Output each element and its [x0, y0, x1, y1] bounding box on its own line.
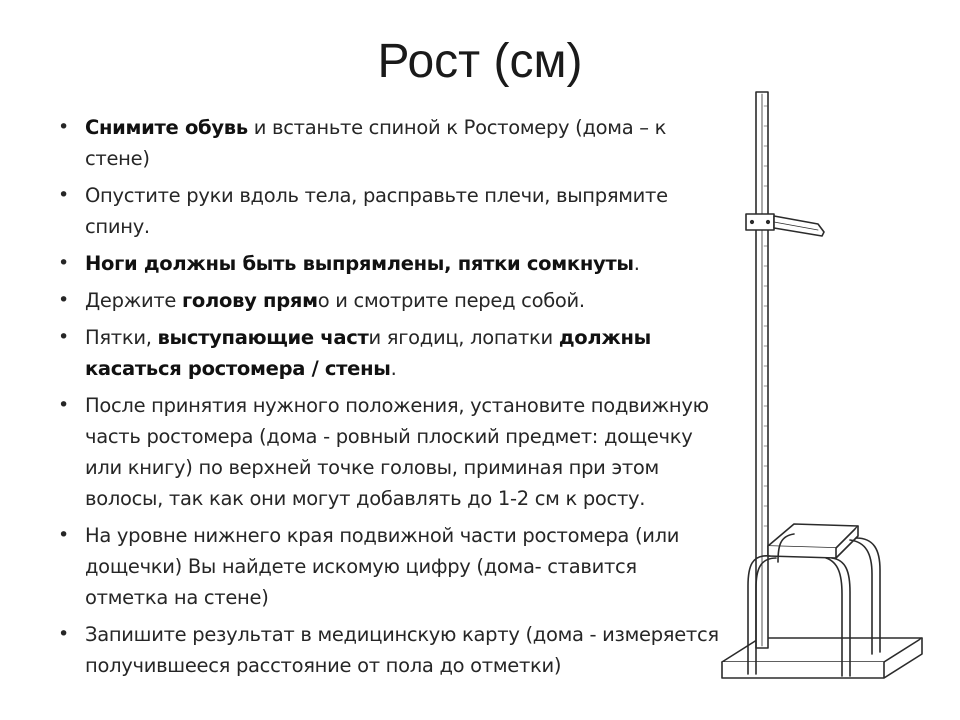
base-platform: [722, 638, 922, 662]
bullet-text: Пятки,: [85, 326, 158, 349]
bullet-text: .: [390, 357, 397, 380]
bullet-marker: •: [58, 623, 69, 645]
bullet-marker: •: [58, 252, 69, 274]
slide-title: Рост (см): [377, 35, 583, 88]
bullet-text-bold: голову прям: [182, 289, 318, 312]
bullet-item: [58, 520, 724, 613]
bullet-text: На уровне нижнего края подвижной части ростомера (или дощечки) Вы найдете искомую цифру (дома- ставится отметка на стене): [85, 524, 680, 609]
bullet-text-bold: должны касаться ростомера / стены: [85, 326, 651, 380]
bullet-text: Запишите результат в медицинскую карту (дома - измеряется получившееся расстояние от пола до отметки): [85, 623, 719, 677]
bullet-marker: •: [58, 184, 69, 206]
bullet-text: и встаньте спиной к Ростомеру (дома – к стене): [85, 116, 667, 170]
bullet-text: .: [633, 252, 640, 275]
bullet-text-bold: Ноги должны быть выпрямлены, пятки сомкнуты: [85, 252, 634, 275]
bullet-item: [58, 322, 724, 384]
headpiece-arm: [774, 216, 824, 236]
bullet-text: Опустите руки вдоль тела, расправьте плечи, выпрямите спину.: [85, 184, 668, 238]
bullet-item: [58, 248, 724, 279]
bullet-item: [58, 619, 724, 681]
bullet-item: [58, 285, 724, 316]
bullet-text: о и смотрите перед собой.: [317, 289, 585, 312]
bullet-text: Держите: [85, 289, 183, 312]
bullet-text-bold: выступающие част: [157, 326, 369, 349]
bullet-item: [58, 180, 724, 242]
bullet-item: [58, 112, 724, 174]
bullet-list: [58, 112, 724, 687]
stool-seat: [768, 524, 858, 548]
stool-leg-back-right: [856, 538, 880, 652]
bullet-marker: •: [58, 524, 69, 546]
bullet-marker: •: [58, 394, 69, 416]
bullet-marker: •: [58, 326, 69, 348]
stadiometer-illustration: [718, 86, 923, 698]
bullet-text: После принятия нужного положения, установите подвижную часть ростомера (дома - ровный плоский предмет: дощечку или книгу) по верхней точке головы, приминая при этом волосы, так как они могут добавлять до 1-2 см к росту.: [85, 394, 709, 510]
bullet-marker: •: [58, 116, 69, 138]
bullet-marker: •: [58, 289, 69, 311]
bullet-text: и ягодиц, лопатки: [368, 326, 559, 349]
bullet-item: [58, 390, 724, 514]
bullet-text-bold: Снимите обувь: [85, 116, 248, 139]
